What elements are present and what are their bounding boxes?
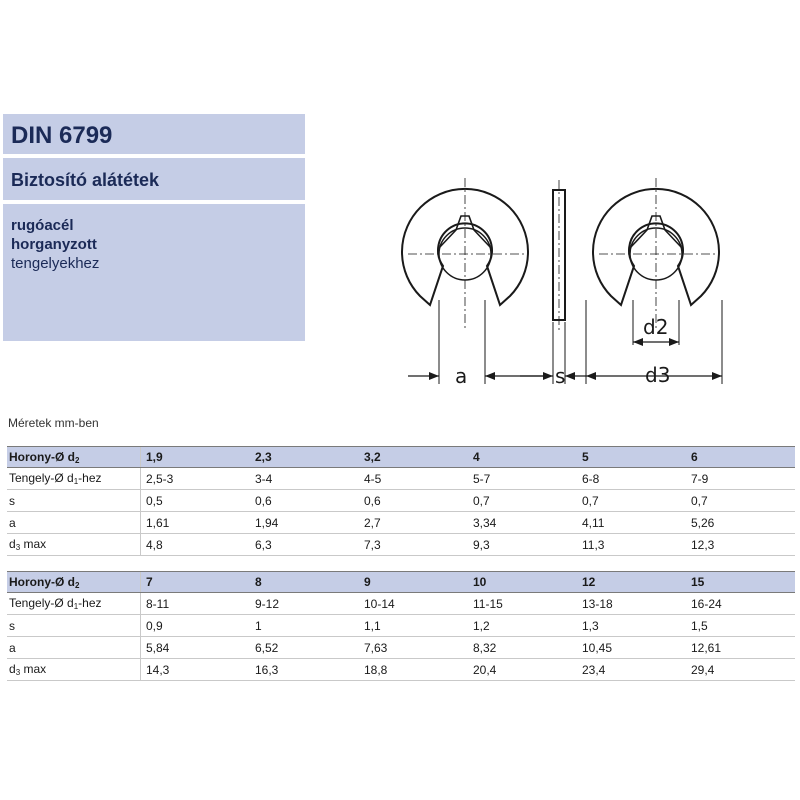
table-cell: 0,7 bbox=[577, 490, 686, 512]
product-title: DIN 6799 bbox=[3, 114, 305, 154]
table-cell: 9 bbox=[359, 572, 468, 593]
table-cell: 5 bbox=[577, 447, 686, 468]
table-row bbox=[7, 512, 795, 534]
table-cell: 7-9 bbox=[686, 468, 795, 490]
table-cell: 10,45 bbox=[577, 637, 686, 659]
table-cell: 1,5 bbox=[686, 615, 795, 637]
row-label-groove: Horony-Ø $d_2$ bbox=[7, 447, 141, 468]
row-label-a: a bbox=[7, 637, 141, 659]
material-label: rugóacél bbox=[11, 217, 74, 234]
row-label-d3: $d_3$ max bbox=[7, 534, 141, 556]
table-row bbox=[7, 593, 795, 615]
table-cell: 0,7 bbox=[686, 490, 795, 512]
table-cell: 3,2 bbox=[359, 447, 468, 468]
table-cell: 12,61 bbox=[686, 637, 795, 659]
dim-label-d2: d2 bbox=[643, 315, 669, 339]
row-label-a: a bbox=[7, 512, 141, 534]
product-subtitle: Biztosító alátétek bbox=[3, 158, 305, 200]
table-cell: 4-5 bbox=[359, 468, 468, 490]
table-cell: 5-7 bbox=[468, 468, 577, 490]
table-cell: 5,26 bbox=[686, 512, 795, 534]
table-cell: 6 bbox=[686, 447, 795, 468]
usage-label: tengelyekhez bbox=[11, 255, 100, 272]
dim-label-a: a bbox=[455, 364, 468, 388]
table-cell: 0,6 bbox=[359, 490, 468, 512]
table-row bbox=[7, 659, 795, 681]
table-cell: 6,3 bbox=[250, 534, 359, 556]
table-cell: 5,84 bbox=[141, 637, 251, 659]
table-cell: 9,3 bbox=[468, 534, 577, 556]
table-cell: 1,61 bbox=[141, 512, 251, 534]
table-cell: 12,3 bbox=[686, 534, 795, 556]
table-cell: 0,7 bbox=[468, 490, 577, 512]
table-cell: 1,9 bbox=[141, 447, 251, 468]
dimension-table-1 bbox=[7, 446, 795, 556]
table-cell: 2,3 bbox=[250, 447, 359, 468]
table-row bbox=[7, 572, 795, 593]
table-row bbox=[7, 615, 795, 637]
product-description bbox=[3, 204, 305, 341]
table-cell: 11-15 bbox=[468, 593, 577, 615]
dimension-table-2 bbox=[7, 571, 795, 681]
table-cell: 8 bbox=[250, 572, 359, 593]
table-cell: 0,5 bbox=[141, 490, 251, 512]
table-cell: 18,8 bbox=[359, 659, 468, 681]
table-cell: 6,52 bbox=[250, 637, 359, 659]
table-row bbox=[7, 468, 795, 490]
table-cell: 15 bbox=[686, 572, 795, 593]
table-row bbox=[7, 447, 795, 468]
table-cell: 11,3 bbox=[577, 534, 686, 556]
table-cell: 10-14 bbox=[359, 593, 468, 615]
table-cell: 16,3 bbox=[250, 659, 359, 681]
row-label-s: s bbox=[7, 490, 141, 512]
table-cell: 1,2 bbox=[468, 615, 577, 637]
table-cell: 29,4 bbox=[686, 659, 795, 681]
table-cell: 7 bbox=[141, 572, 251, 593]
table-cell: 1,3 bbox=[577, 615, 686, 637]
table-cell: 4,8 bbox=[141, 534, 251, 556]
unit-note: Méretek mm-ben bbox=[8, 416, 99, 430]
table-cell: 4,11 bbox=[577, 512, 686, 534]
row-label-groove: Horony-Ø $d_2$ bbox=[7, 572, 141, 593]
table-cell: 1,94 bbox=[250, 512, 359, 534]
table-cell: 8,32 bbox=[468, 637, 577, 659]
table-cell: 3,34 bbox=[468, 512, 577, 534]
table-cell: 14,3 bbox=[141, 659, 251, 681]
table-cell: 2,7 bbox=[359, 512, 468, 534]
row-label-shaft: Tengely-Ø $d_1$-hez bbox=[7, 468, 141, 490]
table-cell: 2,5-3 bbox=[141, 468, 251, 490]
row-label-s: s bbox=[7, 615, 141, 637]
table-cell: 7,63 bbox=[359, 637, 468, 659]
table-cell: 6-8 bbox=[577, 468, 686, 490]
table-cell: 8-11 bbox=[141, 593, 251, 615]
row-label-d3: $d_3$ max bbox=[7, 659, 141, 681]
table-cell: 16-24 bbox=[686, 593, 795, 615]
table-cell: 9-12 bbox=[250, 593, 359, 615]
table-cell: 1,1 bbox=[359, 615, 468, 637]
table-cell: 7,3 bbox=[359, 534, 468, 556]
table-cell: 10 bbox=[468, 572, 577, 593]
table-cell: 4 bbox=[468, 447, 577, 468]
table-cell: 20,4 bbox=[468, 659, 577, 681]
table-row bbox=[7, 490, 795, 512]
table-cell: 12 bbox=[577, 572, 686, 593]
dim-label-s: s bbox=[555, 364, 566, 388]
table-cell: 0,9 bbox=[141, 615, 251, 637]
dim-label-d3: d3 bbox=[645, 363, 671, 387]
row-label-shaft: Tengely-Ø $d_1$-hez bbox=[7, 593, 141, 615]
table-cell: 13-18 bbox=[577, 593, 686, 615]
finish-label: horganyzott bbox=[11, 236, 97, 253]
table-cell: 1 bbox=[250, 615, 359, 637]
table-cell: 0,6 bbox=[250, 490, 359, 512]
table-row bbox=[7, 637, 795, 659]
table-row bbox=[7, 534, 795, 556]
technical-drawing bbox=[395, 170, 740, 395]
table-cell: 23,4 bbox=[577, 659, 686, 681]
table-cell: 3-4 bbox=[250, 468, 359, 490]
